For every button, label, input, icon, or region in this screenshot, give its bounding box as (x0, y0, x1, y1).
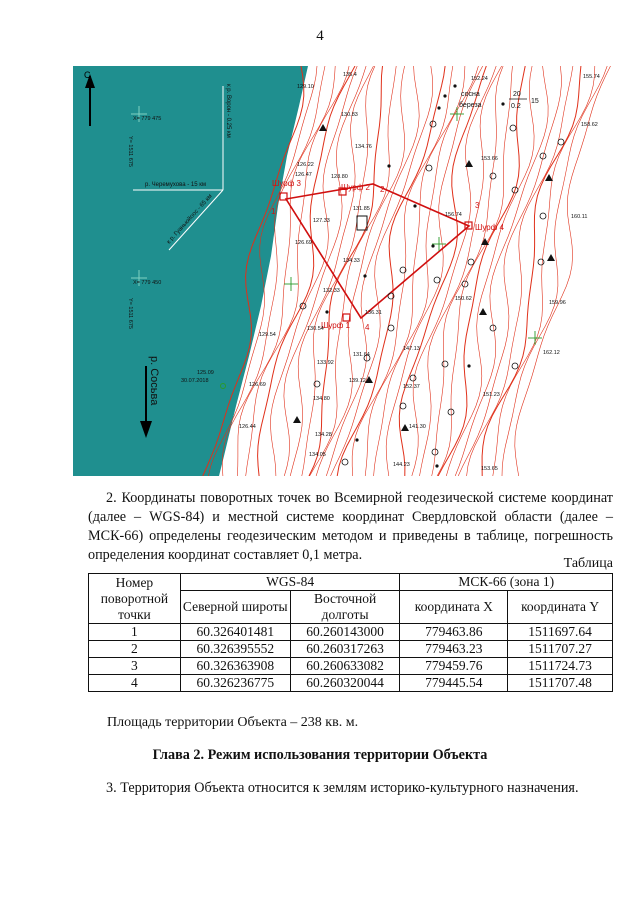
elevation-label: 156.74 (445, 212, 462, 218)
grid-label-bottom-y: Y= 1511 675 (127, 298, 133, 329)
section-3-text: 3. Территория Объекта относится к землям историко-культурного назначения. (106, 780, 579, 796)
grid-label-top-x: X= 779 475 (133, 116, 162, 122)
elevation-label: 134.76 (355, 144, 372, 150)
bush-symbol (435, 464, 438, 467)
grid-label-top-y: Y= 1511 675 (127, 136, 133, 167)
tree-symbol (426, 165, 432, 171)
elevation-label: 144.23 (393, 462, 410, 468)
cell-point: 1 (89, 624, 181, 641)
elevation-label: 126.47 (295, 172, 312, 178)
legend-tree-2: береза (459, 102, 482, 109)
elevation-label: 126.44 (239, 424, 256, 430)
cell-north: 60.326236775 (180, 675, 290, 692)
elevation-label: 150.62 (455, 296, 472, 302)
stump-symbol (401, 424, 409, 431)
elevation-label: 134.33 (343, 258, 360, 264)
elevation-label: 132.33 (323, 288, 340, 294)
elevation-label: 162.12 (543, 350, 560, 356)
site-map (73, 66, 613, 476)
tree-symbol (442, 361, 448, 367)
cell-x: 779459.76 (400, 658, 508, 675)
tree-symbol (410, 375, 416, 381)
elevation-label: 130.83 (341, 112, 358, 118)
cell-point: 3 (89, 658, 181, 675)
elevation-label: 134.28 (315, 432, 332, 438)
elevation-label: 128.80 (331, 174, 348, 180)
tree-symbol (512, 363, 518, 369)
north-arrow-label: С (84, 70, 91, 80)
cell-point: 4 (89, 675, 181, 692)
header-north: Северной широты (180, 591, 290, 624)
point-label-1: 1 (271, 207, 276, 216)
date-label-2: 30.07.2018 (181, 378, 209, 384)
area-text: Площадь территории Объекта – 238 кв. м. (107, 715, 359, 730)
tree-symbol (558, 139, 564, 145)
tree-symbol (434, 277, 440, 283)
contour-line (412, 66, 496, 476)
page-number: 4 (316, 28, 324, 44)
cell-y: 1511707.27 (508, 641, 613, 658)
elevation-label: 139.12 (349, 378, 366, 384)
cell-y: 1511707.48 (508, 675, 613, 692)
stump-symbol (479, 308, 487, 315)
elevation-label: 160.11 (571, 214, 588, 220)
stump-symbol (293, 416, 301, 423)
bush-symbol (355, 438, 358, 441)
elevation-label: 126.69 (295, 240, 312, 246)
cell-y: 1511724.73 (508, 658, 613, 675)
elevation-label: 131.64 (353, 352, 370, 358)
elevation-label: 131.85 (353, 206, 370, 212)
cell-east: 60.260320044 (290, 675, 400, 692)
elevation-labels (239, 72, 600, 472)
elevation-label: 136.31 (365, 310, 382, 316)
elevation-label: 158.62 (581, 122, 598, 128)
cell-east: 60.260143000 (290, 624, 400, 641)
bush-symbol (467, 364, 470, 367)
chapter-heading: Глава 2. Режим использования территории Объекта (152, 747, 488, 763)
point-label-4: 4 (365, 323, 370, 332)
table-row (89, 624, 613, 641)
road-label-1: р. Черемухова - 15 км (145, 182, 207, 188)
pit-label-4: Шурф 4 (475, 223, 504, 232)
bush-symbol (443, 94, 446, 97)
bush-symbol (413, 204, 416, 207)
elevation-label: 147.13 (403, 346, 420, 352)
header-wgs: WGS-84 (180, 574, 400, 591)
table-row (89, 658, 613, 675)
pit-label-3: Шурф 3 (272, 179, 301, 188)
elevation-label: 134.80 (313, 396, 330, 402)
tree-symbol (342, 459, 348, 465)
stump-symbol (481, 238, 489, 245)
tree-symbol (400, 403, 406, 409)
contour-line (493, 66, 595, 476)
table-caption: Таблица (563, 556, 613, 571)
cell-east: 60.260317263 (290, 641, 400, 658)
header-east: Восточной долготы (290, 591, 400, 624)
legend-frac-side: 15 (531, 98, 539, 105)
pit-label-1: Шурф 1 (321, 321, 350, 330)
point-label-2: 2 (380, 185, 385, 194)
bush-symbol (431, 244, 434, 247)
legend-frac-top: 20 (513, 91, 521, 98)
coordinates-table (88, 573, 613, 692)
elevation-label: 130.54 (307, 326, 324, 332)
road-label-3: к р. Гуаньюйоос - 65 км (166, 193, 214, 246)
cell-x: 779463.86 (400, 624, 508, 641)
map-canvas (73, 66, 613, 476)
cell-north: 60.326395552 (180, 641, 290, 658)
cell-north: 60.326363908 (180, 658, 290, 675)
bush-symbol (501, 102, 504, 105)
tree-symbol (388, 325, 394, 331)
contour-line (386, 66, 483, 476)
tree-symbol (538, 259, 544, 265)
map-symbols (284, 84, 564, 467)
cell-point: 2 (89, 641, 181, 658)
bush-symbol (325, 310, 328, 313)
cell-north: 60.326401481 (180, 624, 290, 641)
contour-line (337, 66, 445, 476)
elevation-label: 152.37 (403, 384, 420, 390)
map-legend (459, 91, 539, 110)
section-2-text: 2. Координаты поворотных точек во Всемирной геодезической системе координат (далее – WGS-84) и местной системе координат Свердловской области (далее – МСК-66) определены геодезическим методом и приведены в таблице, погрешность определения координат составляет 0,1 метра. (88, 490, 613, 563)
tree-symbol (540, 213, 546, 219)
bush-symbol (387, 164, 390, 167)
cell-east: 60.260633082 (290, 658, 400, 675)
contour-line (482, 66, 581, 476)
elevation-label: 155.74 (583, 74, 600, 80)
elevation-label: 126.22 (297, 162, 314, 168)
elevation-label: 126.69 (249, 382, 266, 388)
legend-tree-1: сосна (461, 91, 480, 98)
tree-symbol (490, 173, 496, 179)
stump-symbol (547, 254, 555, 261)
elevation-label: 134.05 (309, 452, 326, 458)
elevation-label: 135.4 (343, 72, 357, 78)
point-label-3: 3 (475, 201, 480, 210)
header-coord-y: координата Y (508, 591, 613, 624)
pit-label-2: Шурф 2 (341, 183, 370, 192)
elevation-label: 153.65 (481, 466, 498, 472)
elevation-label: 153.66 (481, 156, 498, 162)
elevation-label: 129.10 (297, 84, 314, 90)
elevation-label: 151.23 (483, 392, 500, 398)
header-coord-x: координата X (400, 591, 508, 624)
elevation-label: 129.54 (259, 332, 276, 338)
header-msk: МСК-66 (зона 1) (400, 574, 613, 591)
elevation-label: 152.24 (471, 76, 488, 82)
legend-frac-bottom: 0.2 (511, 103, 521, 110)
bush-symbol (437, 106, 440, 109)
tree-symbol (468, 259, 474, 265)
river-area (73, 66, 308, 476)
bush-symbol (363, 274, 366, 277)
header-point: Номер поворотной точки (89, 574, 181, 624)
elevation-label: 133.92 (317, 360, 334, 366)
cell-y: 1511697.64 (508, 624, 613, 641)
table-row (89, 641, 613, 658)
elevation-label: 127.33 (313, 218, 330, 224)
cell-x: 779463.23 (400, 641, 508, 658)
elevation-label: 159.96 (549, 300, 566, 306)
contour-line (374, 66, 479, 476)
tree-symbol (510, 125, 516, 131)
river-label: р. Сосьва (148, 356, 160, 406)
road-label-2: к р. Ворон - 0.25 км (225, 84, 231, 138)
table-row (89, 675, 613, 692)
elevation-label: 141.30 (409, 424, 426, 430)
bush-symbol (453, 84, 456, 87)
contour-line (467, 66, 573, 476)
date-label-1: 125.09 (197, 370, 214, 376)
grid-label-bottom-x: X= 779 450 (133, 280, 162, 286)
cell-x: 779445.54 (400, 675, 508, 692)
